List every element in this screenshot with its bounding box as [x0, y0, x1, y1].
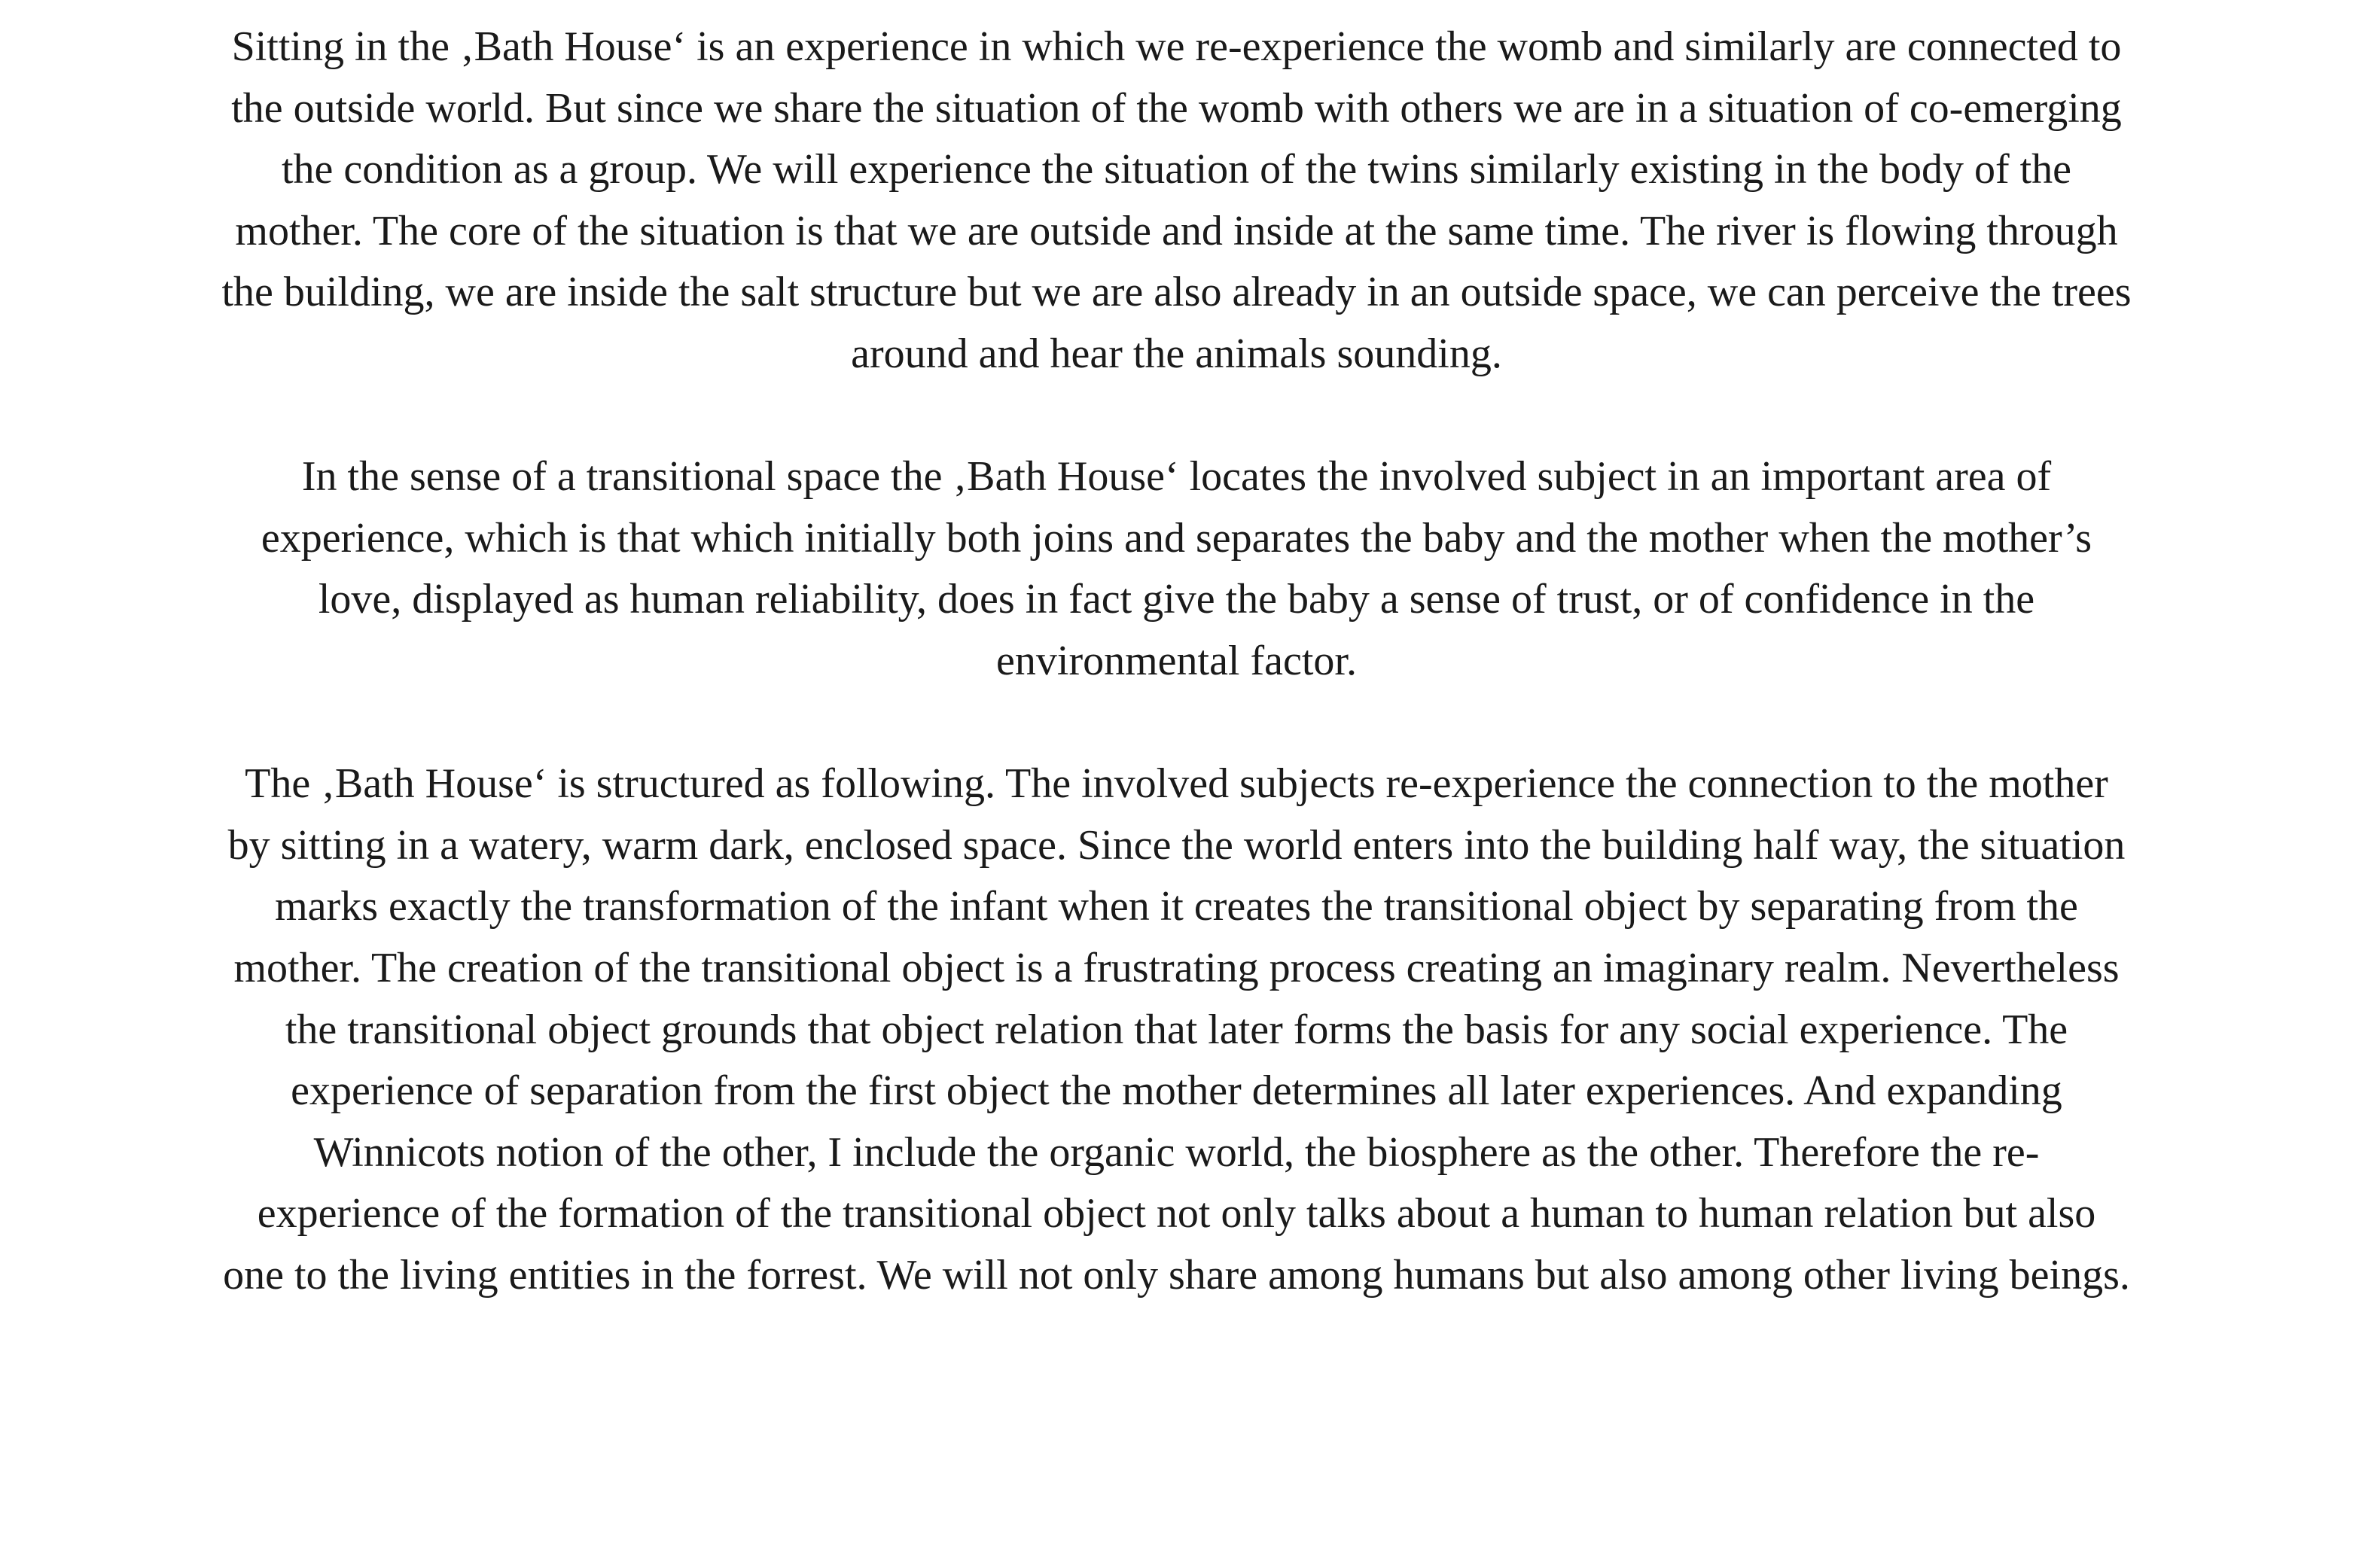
text-line: the condition as a group. We will experience the situation of the twins similarly existing in the body of the: [281, 146, 2072, 193]
text-line: The ‚Bath House‘ is structured as following. The involved subjects re-experience the connection to the mother: [245, 760, 2108, 808]
text-line: one to the living entities in the forrest. We will not only share among humans but also among other living beings.: [223, 1251, 2130, 1299]
text-line: love, displayed as human reliability, does in fact give the baby a sense of trust, or of confidence in the: [318, 576, 2035, 623]
text-line: the transitional object grounds that object relation that later forms the basis for any social experience. The: [285, 1006, 2068, 1053]
text-line: mother. The core of the situation is that we are outside and inside at the same time. The river is flowing through: [235, 207, 2118, 254]
text-line: the outside world. But since we share the situation of the womb with others we are in a situation of co-emerging: [231, 84, 2122, 132]
text-line: by sitting in a watery, warm dark, enclosed space. Since the world enters into the building half way, the situation: [227, 821, 2126, 869]
text-line: experience of the formation of the transitional object not only talks about a human to human relation but also: [257, 1190, 2096, 1238]
text-line: In the sense of a transitional space the ‚Bath House‘ locates the involved subject in an important area of: [301, 453, 2052, 501]
text-line: Sitting in the ‚Bath House‘ is an experience in which we re-experience the womb and similarly are connected to: [231, 23, 2122, 70]
text-line: experience, which is that which initially both joins and separates the baby and the mother when the mother’s: [261, 514, 2092, 562]
text-line: around and hear the animals sounding.: [851, 330, 1502, 377]
text-line: Winnicots notion of the other, I include the organic world, the biosphere as the other. Therefore the re-: [313, 1128, 2040, 1176]
paragraph-2: [105, 446, 2248, 692]
body-text: [105, 17, 2248, 1368]
paragraph-1: [105, 17, 2248, 385]
text-line: environmental factor.: [996, 637, 1357, 684]
text-line: marks exactly the transformation of the infant when it creates the transitional object by separating from the: [275, 883, 2078, 930]
text-line: experience of separation from the first object the mother determines all later experiences. And expanding: [291, 1067, 2062, 1115]
text-line: the building, we are inside the salt structure but we are also already in an outside space, we can perceive the trees: [221, 269, 2132, 316]
text-line: mother. The creation of the transitional object is a frustrating process creating an imaginary realm. Nevertheless: [233, 944, 2120, 991]
paragraph-3: [105, 754, 2248, 1306]
